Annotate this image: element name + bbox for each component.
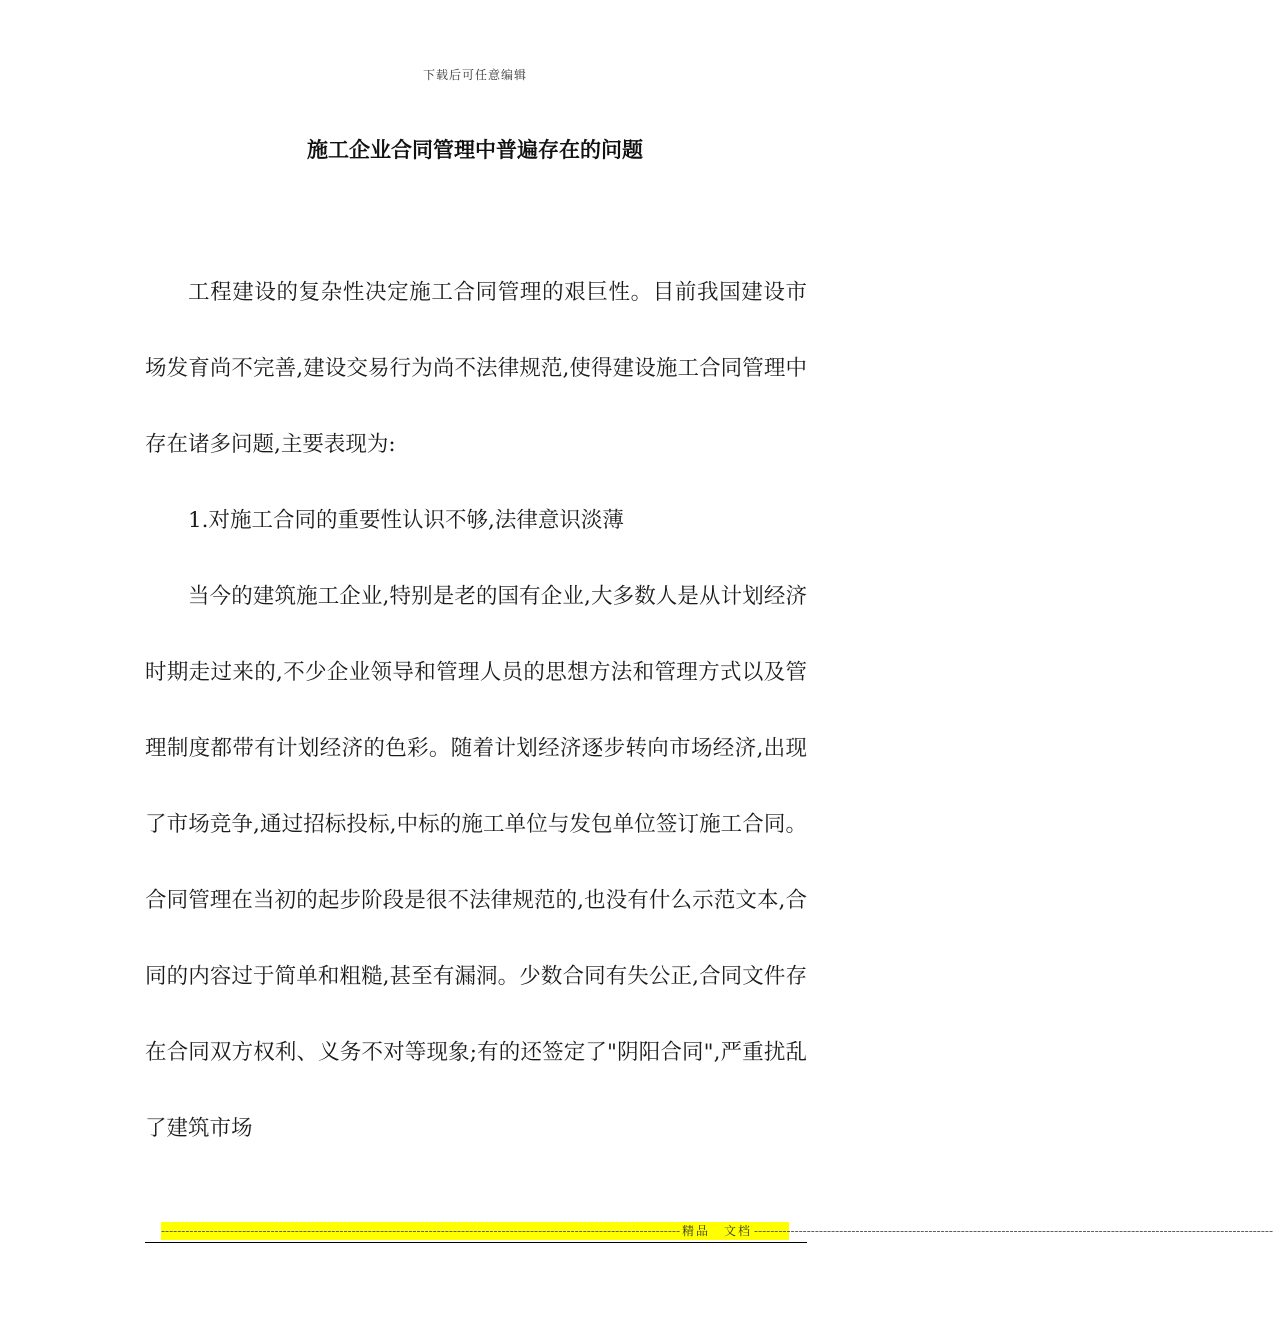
paragraph-heading-1: 1.对施工合同的重要性认识不够,法律意识淡薄 — [188, 508, 624, 533]
document-title: 施工企业合同管理中普遍存在的问题 — [307, 137, 643, 162]
document-body — [145, 255, 807, 1167]
footer-highlight-bar — [161, 1222, 1273, 1240]
footer-label: 精品 文档 — [682, 1224, 753, 1238]
paragraph-body-1: 当今的建筑施工企业,特别是老的国有企业,大多数人是从计划经济时期走过来的,不少企业领导和管理人员的思想方法和管理方式以及管理制度都带有计划经济的色彩。随着计划经济逐步转向市场经济,出现了市场竞争,通过招标投标,中标的施工单位与发包单位签订施工合同。合同管理在当初的起步阶段是很不法律规范的,也没有什么示范文本,合同的内容过于简单和粗糙,甚至有漏洞。少数合同有失公正,合同文件存在合同双方权利、义务不对等现象;有的还签定了"阴阳合同",严重扰乱了建筑市场 — [145, 584, 807, 1141]
header-note: 下载后可任意编辑 — [422, 68, 527, 82]
footer-rule — [145, 1242, 807, 1243]
footer-dashes-left: -------------------------------------------------------------------------------------------------------------------------------- — [161, 1224, 680, 1238]
footer-dashes-right: -------------------------------------------------------------------------------------------------------------------------------- — [754, 1224, 1273, 1238]
paragraph-intro: 工程建设的复杂性决定施工合同管理的艰巨性。目前我国建设市场发育尚不完善,建设交易行为尚不法律规范,使得建设施工合同管理中存在诸多问题,主要表现为: — [145, 280, 807, 457]
